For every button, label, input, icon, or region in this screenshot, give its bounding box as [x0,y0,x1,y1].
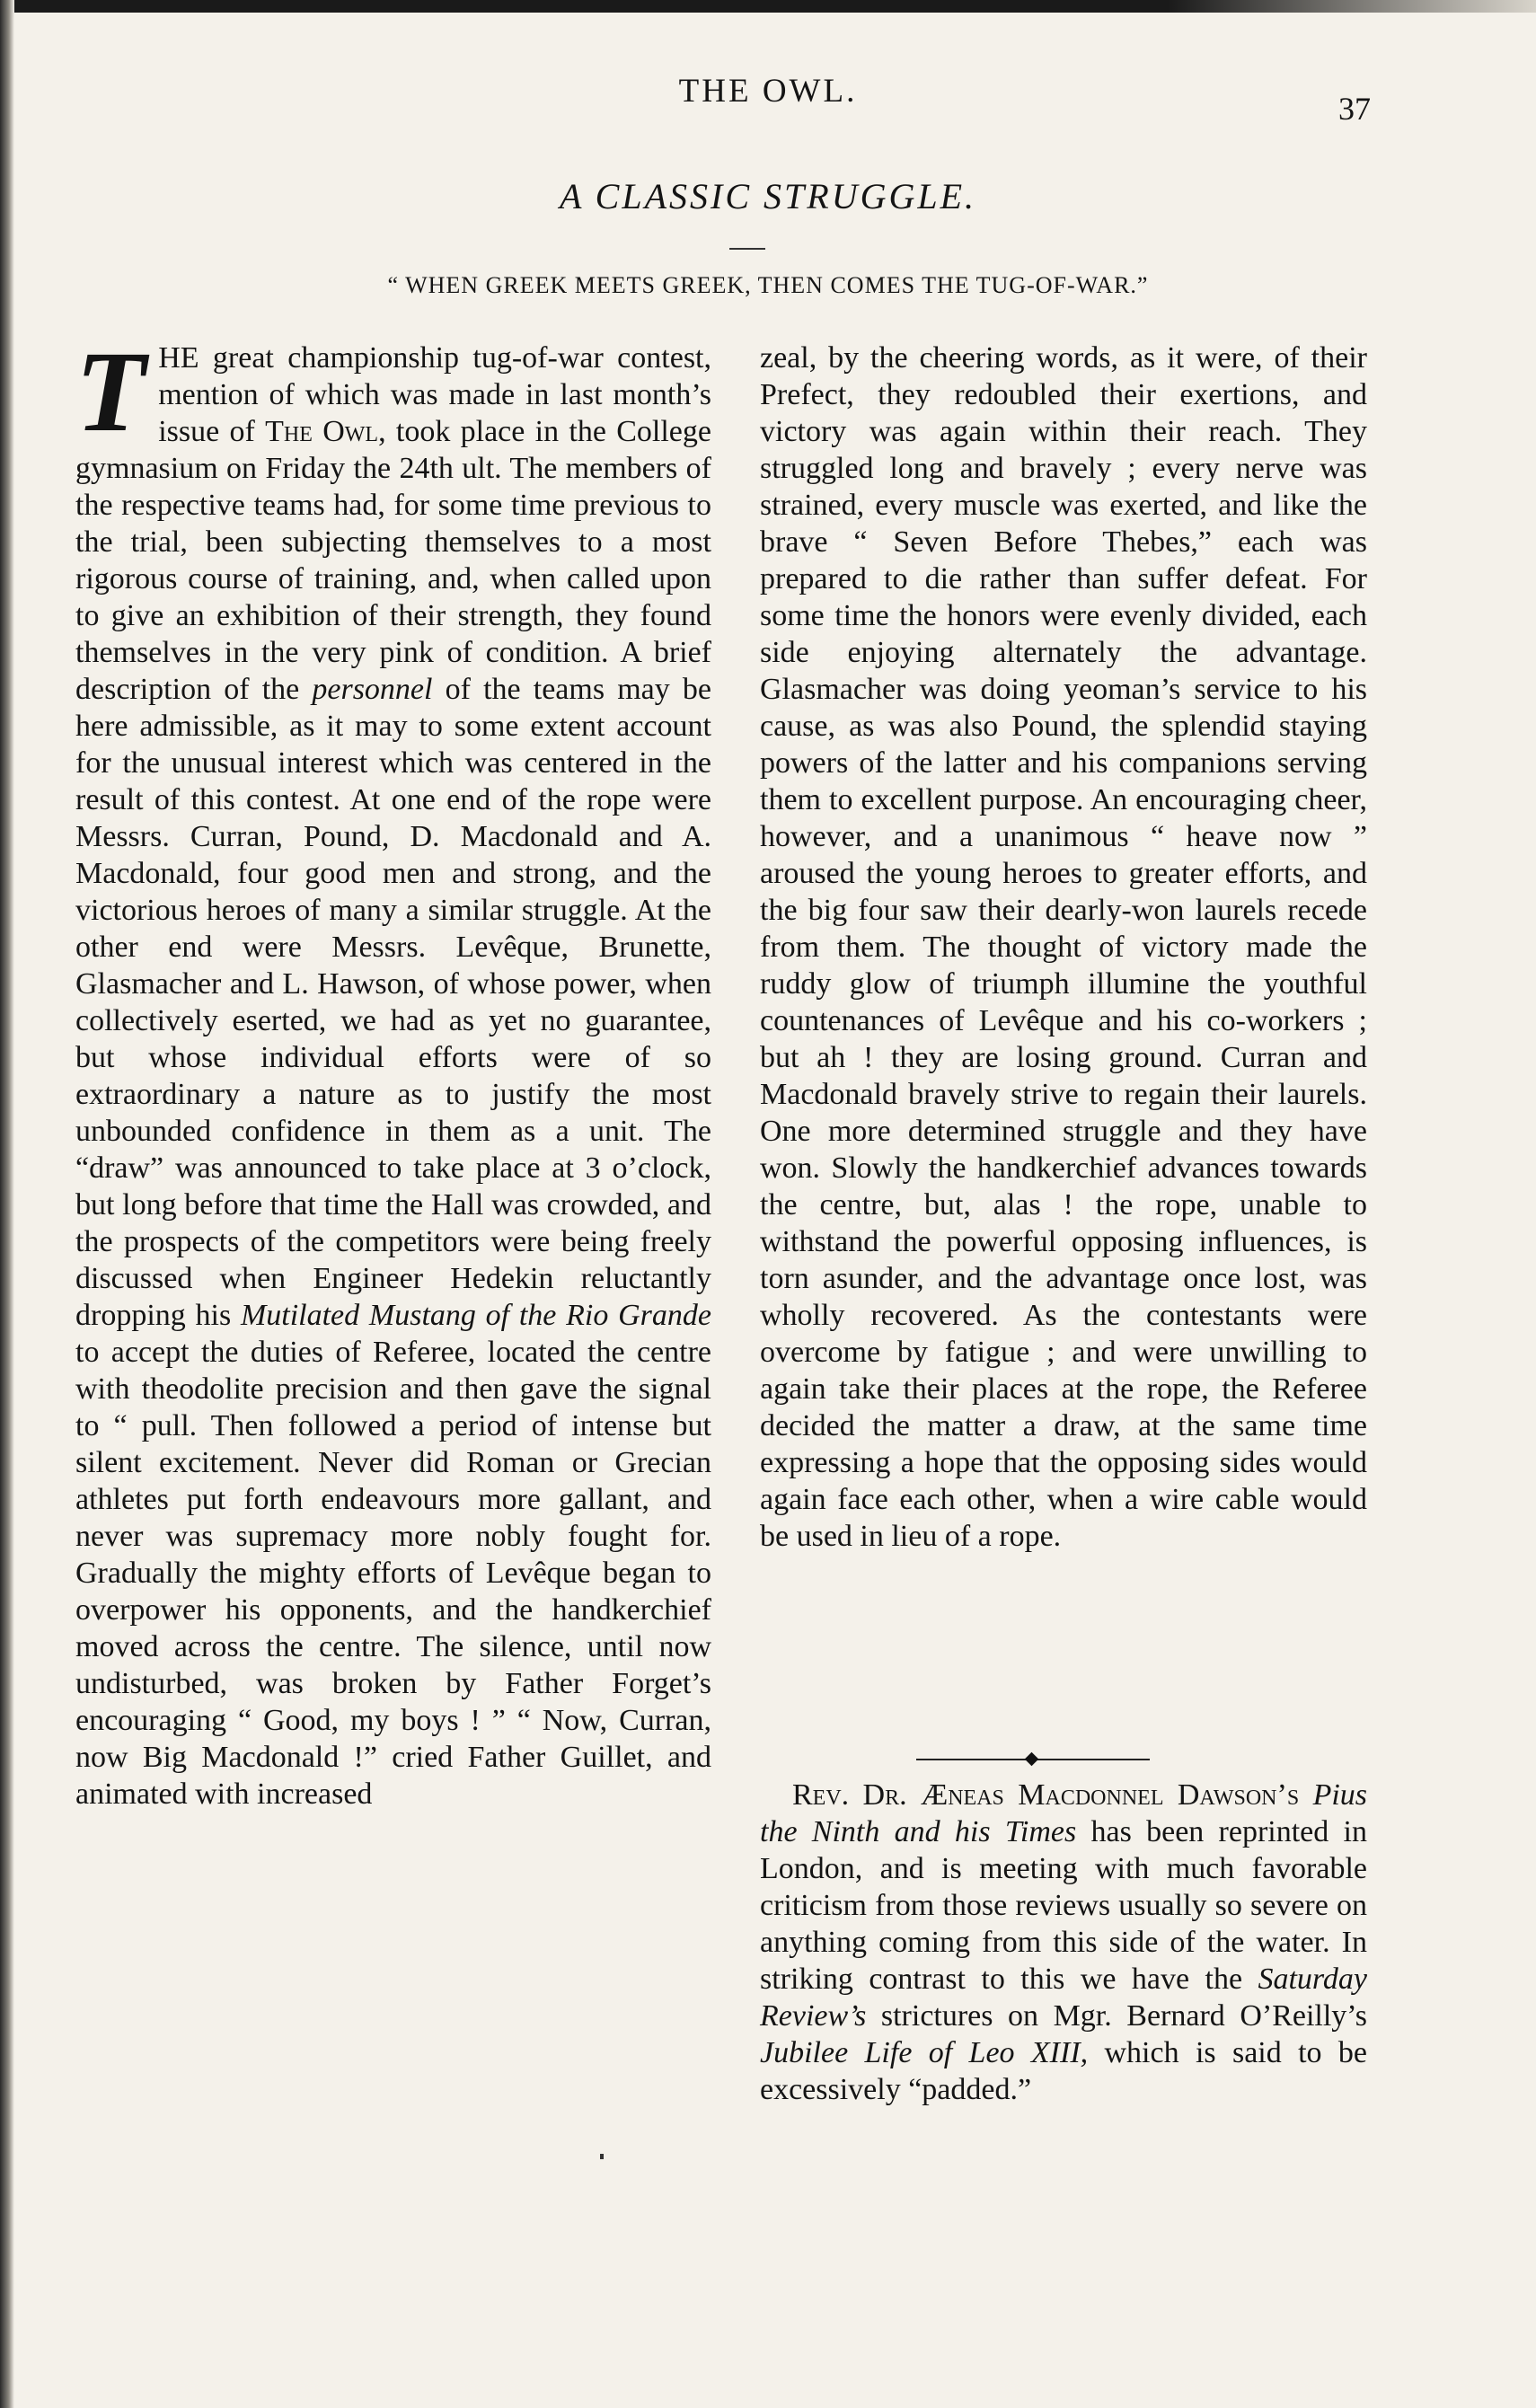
personnel-italic: personnel [312,673,433,706]
owl-reference: The Owl [265,415,379,448]
note-text-1: has been reprinted in London, and is meeting with much favorable criticism from those reviews usually so severe on anything coming from this side of the water. In striking contrast to this we have the [760,1815,1367,1996]
body-text-1: , took place in the College gymnasium on Friday the 24th ult. The members of the respective teams had, for some time previous to the trial, been subjecting themselves to a most rigorous course of training, and, when called upon to give an exhibition of their strength, they found themselves in the very pink of condition. A brief description of the [75,415,711,706]
epigraph: “ WHEN GREEK MEETS GREEK, THEN COMES THE TUG-OF-WAR.” [387,272,1149,298]
article-column-right [760,340,1367,1555]
page-top-edge-fade [1168,0,1536,13]
page-number: 37 [1338,91,1371,127]
article-continuation: zeal, by the cheering words, as it were, of their Prefect, they redoubled their exertions, and victory was again within their reach. They struggled long and bravely ; every nerve was strained, every muscle was exerted, and like the brave “ Seven Before Thebes,” each was prepared to die rather than suffer defeat. For some time the honors were evenly divided, each side enjoying alternately the advantage. Glasmacher was doing yeoman’s service to his cause, as was also Pound, the splendid staying powers of the latter and his companions serving them to excellent purpose. An encouraging cheer, however, and a unanimous “ heave now ” aroused the young heroes to greater efforts, and the big four saw their dearly-won laurels recede from them. The thought of victory made the ruddy glow of triumph illumine the youthful countenances of Levêque and his co-workers ; but ah ! they are losing ground. Curran and Macdonald bravely strive to regain their laurels. One more determined struggle and they have won. Slowly the handkerchief advances towards the centre, but, alas ! the rope, unable to withstand the powerful opposing influences, is torn asunder, and the advantage once lost, was wholly recovered. As the contestants were overcome by fatigue ; and were unwilling to again take their places at the rope, the Referee decided the matter a draw, at the same time expressing a hope that the opposing sides would again face each other, when a wire cable would be used in lieu of a rope. [760,341,1367,1553]
article-title: A CLASSIC STRUGGLE. [559,176,977,216]
note-book-1: Pius the Ninth and his Times [760,1778,1368,1848]
note-text-2: strictures on Mgr. Bernard O’Reilly’s [866,1999,1367,2033]
note-book-2: Jubilee Life of Leo XIII, [760,2036,1089,2069]
body-text-2: of the teams may be here admissible, as it may to some extent account for the unusual interest which was centered in the result of this contest. At one end of the rope were Messrs. Curran, Pound, D. Macdonald and A. Macdonald, four good men and strong, and the victorious heroes of many a similar struggle. At the other end were Messrs. Levêque, Brunette, Glasmacher and L. Hawson, of whose power, when collectively eserted, we had as yet no guarantee, but whose individual efforts were of so extraordinary a nature as to justify the most unbounded confidence in them as a unit. The “draw” was announced to take place at 3 o’clock, but long before that time the Hall was crowded, and the prospects of the competitors were being freely discussed when Engineer Hedekin reluctantly dropping his [75,673,711,1332]
section-divider [916,1752,1150,1767]
note-text-3: which is said to be excessively “padded.” [760,2036,1367,2106]
note-review: Saturday Review’s [760,1963,1367,2033]
article-column-left [75,328,711,1813]
title-rule [729,248,765,250]
page-binding-edge [0,0,14,2408]
note-author: Rev. Dr. Æneas Macdonnel Dawson’s [792,1778,1300,1812]
intro-text: HE great championship tug-of-war contest, mention of which was made in last month’s issue of [158,341,711,448]
running-head: THE OWL. [678,73,858,110]
drop-cap: T [75,328,146,455]
body-text-3: to accept the duties of Referee, located the centre with theodolite precision and then gave the signal to “ pull. Then followed a period of intense but silent excitement. Never did Roman or Grecian athletes put forth endeavours more gallant, and never was supremacy more nobly fought for. Gradually the mighty efforts of Levêque began to overpower his opponents, and the handkerchief moved across the centre. The silence, until now undisturbed, was broken by Father Forget’s encouraging “ Good, my boys ! ” “ Now, Curran, now Big Macdonald !” cried Father Guillet, and animated with increased [75,1336,711,1811]
mustang-italic: Mutilated Mustang of the Rio Grande [240,1299,711,1332]
article-paragraph-1 [75,328,711,1813]
divider-diamond-ornament [1025,1752,1039,1767]
note-column [760,1777,1367,2108]
ink-speck [600,2154,604,2159]
note-paragraph [760,1777,1367,2108]
